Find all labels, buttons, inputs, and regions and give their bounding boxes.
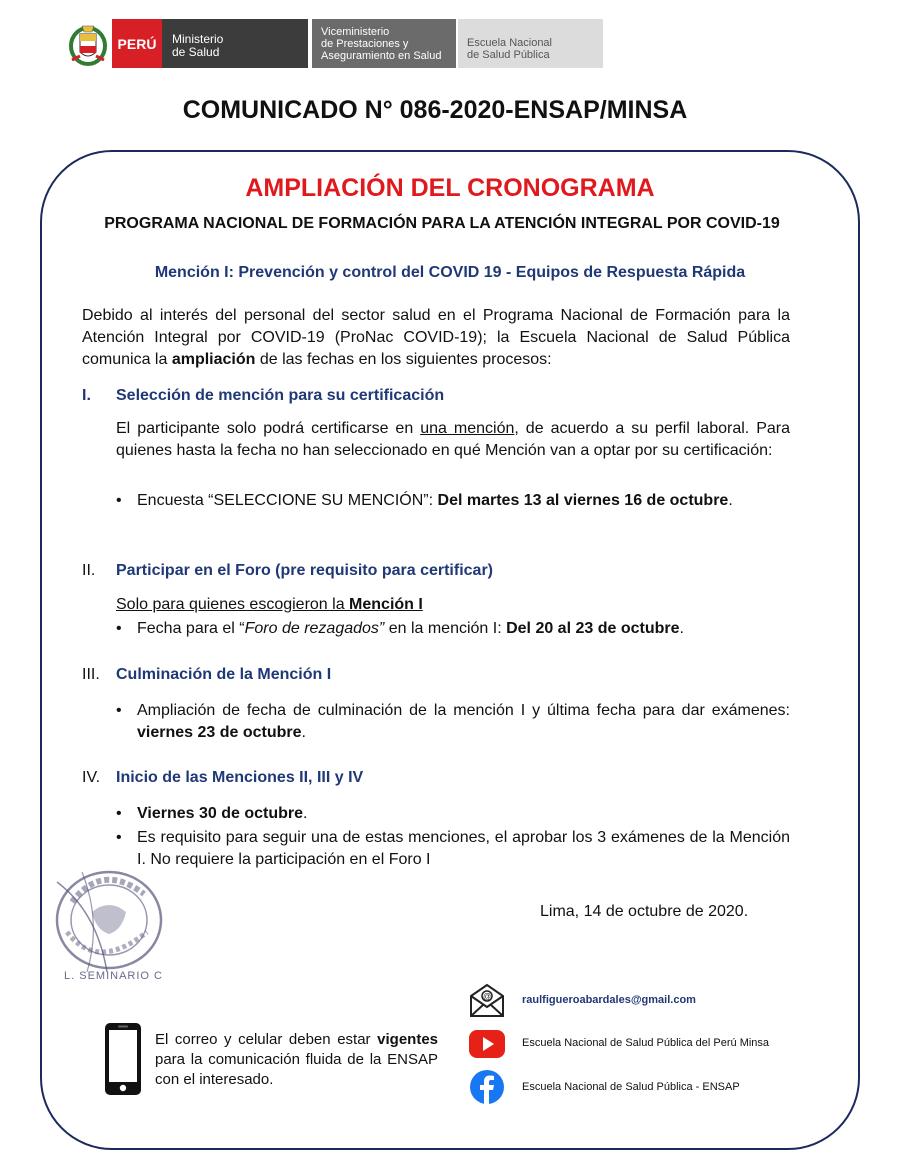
bullet-dot-icon: • <box>116 805 122 822</box>
section-3-bullet-text: Ampliación de fecha de culminación de la mención I y última fecha para dar exámenes: <box>137 702 790 719</box>
section-2-bullet <box>116 618 790 640</box>
section-2-bullet-end: . <box>679 620 684 637</box>
contact-note-bold: vigentes <box>377 1031 438 1048</box>
contact-note-text-1: El correo y celular deben estar <box>155 1031 378 1048</box>
section-1-title: Selección de mención para su certificación <box>116 387 445 404</box>
mobile-phone-icon <box>104 1022 142 1096</box>
vice-line-1: Viceministerio <box>321 26 390 38</box>
official-seal-icon <box>52 862 167 982</box>
intro-text-1: Debido al interés del personal del sector salud en el Programa Nacional de Formación para la Atención Integral por COVID-19 (ProNac COVID-19); la Escuela Nacional de Salud Pública comunica la <box>82 307 790 368</box>
ministry-line-1: Ministerio <box>172 32 224 46</box>
email-address[interactable]: raulfigueroabardales@gmail.com <box>522 994 696 1006</box>
intro-paragraph <box>82 305 790 371</box>
intro-text-2: de las fechas en los siguientes procesos: <box>255 351 552 368</box>
ministry-line-2: de Salud <box>172 45 220 59</box>
contact-note-text-2: para la comunicación fluida de la ENSAP con el interesado. <box>155 1051 438 1088</box>
section-3-bullet-bold: viernes 23 de octubre <box>137 724 302 741</box>
intro-bold: ampliación <box>171 351 256 368</box>
vice-line-3: Aseguramiento en Salud <box>321 50 442 62</box>
bullet-dot-icon: • <box>116 620 122 637</box>
section-4-bullet-2 <box>116 827 790 871</box>
seal-name: L. SEMINARIO C <box>64 970 163 982</box>
section-1-bullet-text: Encuesta “SELECCIONE SU MENCIÓN”: <box>137 492 438 509</box>
section-3-title: Culminación de la Mención I <box>116 666 332 683</box>
section-2-bullet-text-1: Fecha para el “ <box>137 620 245 637</box>
facebook-icon[interactable] <box>468 1069 506 1105</box>
section-2-subheading <box>116 594 423 616</box>
section-1-underline: una mención <box>420 420 515 437</box>
document-number-heading: COMUNICADO N° 086-2020-ENSAP/MINSA <box>182 96 688 124</box>
section-4-bullet-1-end: . <box>303 805 308 822</box>
section-2-sub-text: Solo para quienes escogieron la <box>116 596 350 613</box>
section-4-bullet-2-text: Es requisito para seguir una de estas menciones, el aprobar los 3 exámenes de la Mención I. No requiere la participación en el Foro I <box>137 829 790 868</box>
mention-subtitle: Mención I: Prevención y control del COVID 19 - Equipos de Respuesta Rápida <box>154 264 746 281</box>
section-2-number: II. <box>82 562 96 579</box>
section-3-bullet-end: . <box>301 724 306 741</box>
ministry-logo <box>162 19 308 68</box>
content-frame <box>40 150 860 1150</box>
section-2-bullet-bold: Del 20 al 23 de octubre <box>506 620 680 637</box>
section-4-bullet-1-bold: Viernes 30 de octubre <box>137 805 303 822</box>
section-2-bullet-text-2: en la mención I: <box>384 620 507 637</box>
contact-note <box>155 1030 438 1090</box>
vice-ministry-logo <box>312 19 456 68</box>
section-4-title: Inicio de las Menciones II, III y IV <box>116 769 364 786</box>
main-title: AMPLIACIÓN DEL CRONOGRAMA <box>245 174 655 202</box>
school-line-2: de Salud Pública <box>467 49 550 61</box>
school-logo <box>458 19 603 68</box>
section-2-title: Participar en el Foro (pre requisito para certificar) <box>116 562 493 579</box>
program-title: PROGRAMA NACIONAL DE FORMACIÓN PARA LA ATENCIÓN INTEGRAL POR COVID-19 <box>104 215 780 232</box>
section-1-bullet <box>116 490 790 512</box>
section-3-bullet <box>116 700 790 744</box>
section-1-bullet-bold: Del martes 13 al viernes 16 de octubre <box>437 492 729 509</box>
bullet-dot-icon: • <box>116 702 122 719</box>
peru-brand-badge <box>112 19 162 68</box>
section-1-text-1: El participante solo podrá certificarse en <box>116 420 421 437</box>
section-4-number: IV. <box>82 769 101 786</box>
section-1-body <box>116 418 790 462</box>
youtube-channel[interactable]: Escuela Nacional de Salud Pública del Perú Minsa <box>522 1037 770 1049</box>
bullet-dot-icon: • <box>116 492 122 509</box>
youtube-icon[interactable] <box>468 1026 506 1062</box>
section-1-bullet-end: . <box>728 492 733 509</box>
date-place: Lima, 14 de octubre de 2020. <box>540 903 749 920</box>
section-3-number: III. <box>82 666 100 683</box>
section-2-bullet-italic: Foro de rezagados” <box>244 620 385 637</box>
section-4-bullet-1 <box>116 803 790 825</box>
school-line-1: Escuela Nacional <box>467 37 552 49</box>
section-2-sub-bold: Mención I <box>349 596 423 613</box>
section-1-text-2: , de acuerdo a su perfil laboral. Para quienes hasta la fecha no han seleccionado en qué Mención van a optar por su certificación: <box>116 420 791 459</box>
section-1-number: I. <box>82 387 91 404</box>
email-icon <box>468 983 506 1019</box>
facebook-page[interactable]: Escuela Nacional de Salud Pública - ENSAP <box>522 1081 740 1093</box>
vice-line-2: de Prestaciones y <box>321 38 409 50</box>
peru-coat-of-arms-icon <box>68 22 108 66</box>
bullet-dot-icon: • <box>116 829 122 846</box>
country-label: PERÚ <box>117 35 157 52</box>
svg-text:@: @ <box>482 992 492 1001</box>
